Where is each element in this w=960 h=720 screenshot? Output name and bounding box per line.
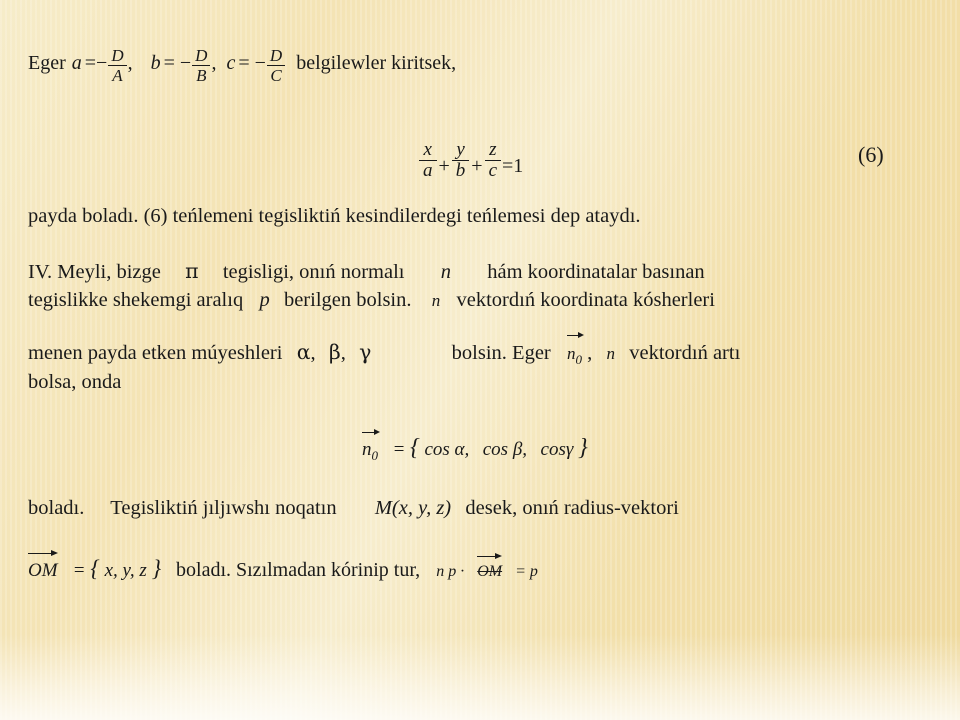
- vector-arrow-icon: [477, 552, 502, 560]
- paragraph-payda-boladi: payda boladı. (6) teńlemeni tegisliktiń kesindilerdegi teńlemesi dep ataydı.: [28, 205, 641, 227]
- fraction-c-numerator: D: [269, 46, 283, 65]
- eqn0-lhs-subscript: 0: [371, 447, 378, 463]
- paragraph-radius-vektori: [28, 495, 933, 523]
- line1-b-eq: = −: [163, 52, 192, 74]
- p2-part-a: IV. Meyli, bizge: [28, 261, 161, 283]
- equation-6: [418, 140, 523, 181]
- om-equals-p: = p: [515, 563, 538, 580]
- p2-part-c: hám koordinatalar basınan: [487, 261, 705, 283]
- om-equals-1: =: [72, 560, 86, 581]
- fraction-b-numerator: D: [195, 46, 208, 65]
- paragraph-iv-meyli: [28, 258, 933, 314]
- om-close-brace: }: [151, 556, 162, 581]
- fraction-b: [192, 47, 210, 84]
- line1-lead: Eger: [28, 52, 66, 74]
- om-vector-2: [477, 561, 502, 583]
- equation-number-6: (6): [858, 142, 884, 167]
- om-np-term: n p ·: [436, 563, 465, 580]
- p3-n0-letter: n: [567, 344, 576, 363]
- line1-comma-2: ,: [211, 52, 217, 74]
- p2-part-e: berilgen bolsin.: [283, 288, 412, 311]
- eqn0-cos-alpha: cos α: [424, 439, 465, 460]
- eqn0-equals: =: [392, 439, 406, 460]
- p2-part-f: vektordıń koordinata kósherleri: [456, 288, 715, 311]
- p2-distance-p: p: [259, 288, 270, 311]
- om-letters-2: OM: [477, 563, 503, 580]
- p2-pi-symbol: π: [185, 259, 199, 283]
- equation6-y: y: [456, 139, 465, 160]
- equation6-plus-2: +: [471, 154, 483, 177]
- equation6-equals-one: =1: [502, 154, 524, 177]
- p3-comma-2: ,: [340, 342, 346, 364]
- line-denominator-definitions: [28, 46, 457, 87]
- om-coords: x, y, z: [104, 560, 147, 581]
- p3-part-b: bolsin. Eger: [451, 342, 551, 364]
- om-letters-1: OM: [28, 560, 58, 581]
- equation6-x: x: [423, 139, 432, 160]
- p4-point-m: M(x, y, z): [374, 497, 452, 519]
- equation6-z: z: [489, 139, 497, 160]
- fraction-b-denominator: B: [196, 66, 207, 85]
- line1-b-var: b: [150, 52, 161, 74]
- p3-part-a: menen payda etken múyeshleri: [28, 342, 283, 364]
- p3-beta-symbol: β: [328, 340, 341, 364]
- p3-gamma-symbol: γ: [359, 340, 372, 364]
- p2-normal-n: n: [440, 261, 451, 283]
- p4-part-c: desek, onıń radius-vektori: [465, 497, 679, 519]
- eqn0-cos-beta: cos β: [482, 439, 523, 460]
- equation6-a: a: [423, 159, 433, 181]
- om-mid-text: boladı. Sızılmadan kórinip tur,: [176, 559, 421, 581]
- p2-vector-n: n: [431, 290, 441, 310]
- equation6-c: c: [488, 159, 497, 181]
- p3-n-letter: n: [606, 344, 615, 363]
- equation6-term-z-over-c: [485, 140, 501, 181]
- line1-a-var: a: [71, 52, 82, 74]
- line1-comma-1: ,: [127, 52, 133, 74]
- p4-part-a: boladı.: [28, 497, 85, 519]
- p3-n0-subscript: 0: [575, 352, 582, 368]
- paragraph-muyeshleri: [28, 338, 933, 396]
- om-vector-1: [28, 558, 58, 584]
- eqn0-open-brace: {: [410, 435, 420, 461]
- p4-part-b: Tegisliktiń jıljıwshı noqatın: [110, 497, 337, 519]
- equation6-term-x-over-a: [419, 140, 437, 181]
- fraction-c-denominator: C: [270, 66, 282, 85]
- fraction-a-denominator: A: [112, 66, 123, 85]
- eqn0-comma-2: ,: [522, 439, 528, 460]
- line1-tail: belgilewler kiritsek,: [296, 52, 457, 74]
- fraction-a: [108, 47, 126, 84]
- line1-a-eq: =−: [84, 52, 108, 74]
- p2-part-d: tegislikke shekemgi aralıq: [28, 288, 244, 311]
- vector-arrow-icon: [362, 428, 380, 436]
- eqn0-cos-gamma: cosγ: [540, 439, 574, 460]
- p3-part-d: vektordıń artı: [629, 342, 741, 364]
- eqn0-lhs-letter: n: [362, 439, 372, 460]
- p3-comma-1: ,: [310, 342, 316, 364]
- vector-arrow-icon: [28, 549, 58, 557]
- equation6-term-y-over-b: [452, 140, 470, 181]
- line1-c-eq: = −: [238, 52, 266, 74]
- equation-n0-direction-cosines: [362, 432, 588, 464]
- eqn0-close-brace: }: [578, 435, 588, 461]
- equation6-b: b: [455, 159, 466, 181]
- eqn0-lhs-vector: [362, 435, 378, 464]
- equation6-plus-1: +: [438, 154, 450, 177]
- p3-part-c: ,: [587, 342, 593, 364]
- p3-part-e: bolsa, onda: [28, 370, 122, 393]
- vector-arrow-icon: [567, 331, 584, 339]
- p2-part-b: tegisligi, onıń normalı: [222, 261, 405, 283]
- line1-c-var: c: [226, 52, 236, 74]
- om-open-brace: {: [90, 556, 100, 581]
- fraction-a-numerator: D: [111, 46, 124, 65]
- paragraph-om-vector: [28, 553, 938, 584]
- p3-n0-vector: [567, 338, 582, 369]
- eqn0-comma-1: ,: [464, 439, 470, 460]
- p3-alpha-symbol: α: [296, 340, 311, 364]
- fraction-c: [267, 47, 285, 84]
